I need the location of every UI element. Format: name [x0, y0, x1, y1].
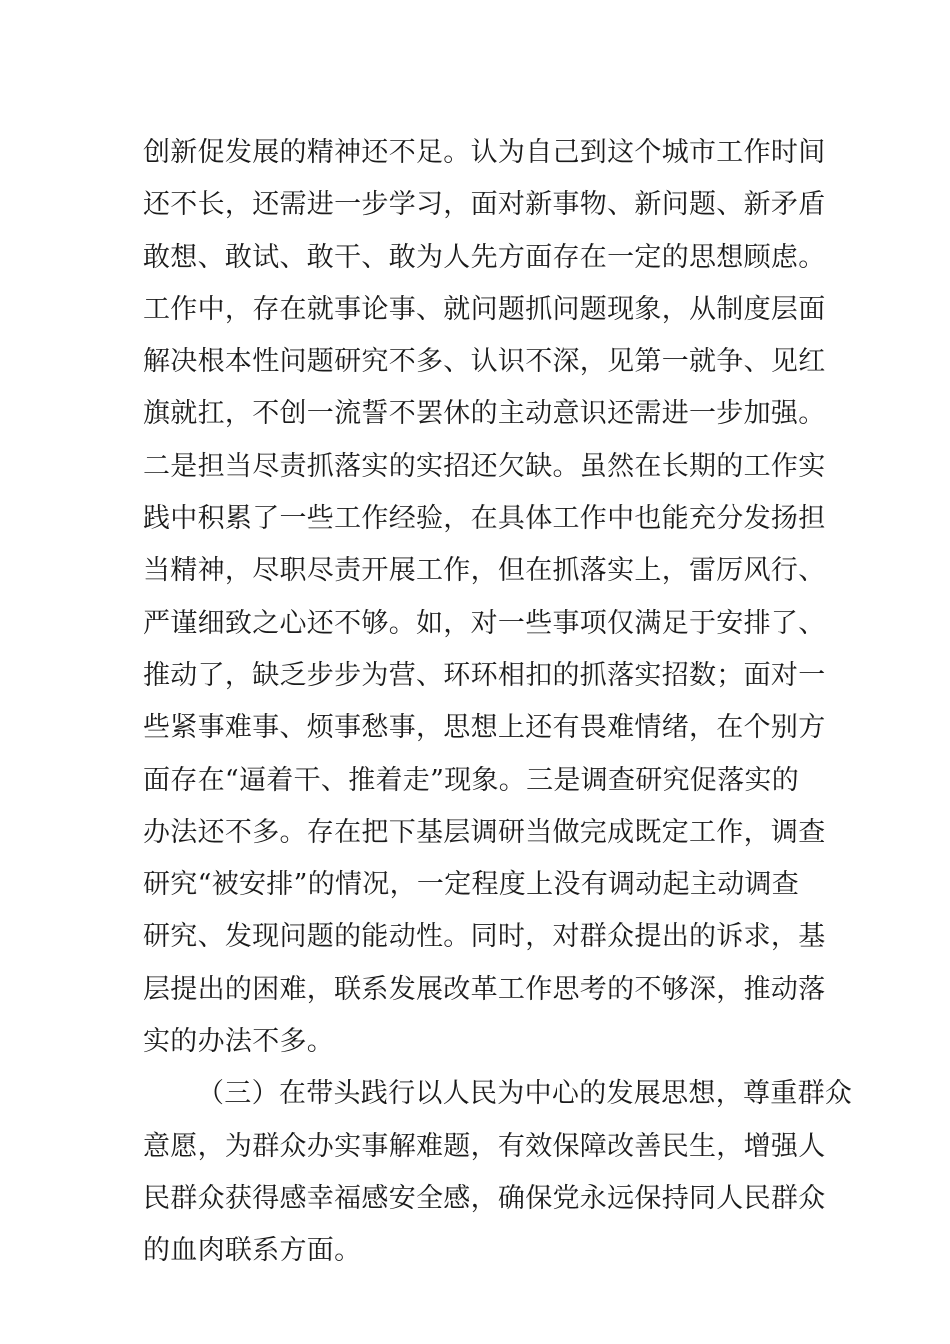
text-line: 的血肉联系方面。 [143, 1235, 362, 1267]
text-line: 解决根本性问题研究不多、认识不深，见第一就争、见红 [143, 346, 826, 378]
text-line: 面存在“逼着干、推着走”现象。三是调查研究促落实的 [143, 764, 800, 796]
text-line: 当精神，尽职尽责开展工作，但在抓落实上，雷厉风行、 [143, 555, 826, 587]
text-line: 还不长，还需进一步学习，面对新事物、新问题、新矛盾 [143, 189, 826, 221]
text-line: 意愿，为群众办实事解难题，有效保障改善民生，增强人 [143, 1130, 826, 1162]
text-line: 工作中，存在就事论事、就问题抓问题现象，从制度层面 [143, 293, 826, 325]
text-line: 实的办法不多。 [143, 1026, 335, 1058]
text-line: 推动了，缺乏步步为营、环环相扣的抓落实招数；面对一 [143, 659, 826, 691]
text-line: 民群众获得感幸福感安全感，确保党永远保持同人民群众 [143, 1182, 826, 1214]
text-line: 敢想、敢试、敢干、敢为人先方面存在一定的思想顾虑。 [143, 241, 826, 273]
text-line: 二是担当尽责抓落实的实招还欠缺。虽然在长期的工作实 [143, 450, 826, 482]
text-line: 创新促发展的精神还不足。认为自己到这个城市工作时间 [143, 137, 826, 168]
text-line: 办法还不多。存在把下基层调研当做完成既定工作，调查 [143, 816, 826, 848]
text-line: 些紧事难事、烦事愁事，思想上还有畏难情绪，在个别方 [143, 712, 826, 744]
text-line: 旗就扛，不创一流誓不罢休的主动意识还需进一步加强。 [143, 398, 826, 430]
text-line: 严谨细致之心还不够。如，对一些事项仅满足于安排了、 [143, 607, 826, 639]
text-line: 践中积累了一些工作经验，在具体工作中也能充分发扬担 [143, 503, 826, 535]
body-text [143, 127, 853, 1278]
text-line: 研究“被安排”的情况，一定程度上没有调动起主动调查 [143, 869, 800, 901]
text-line: 研究、发现问题的能动性。同时，对群众提出的诉求，基 [143, 921, 826, 953]
section-heading-line: （三）在带头践行以人民为中心的发展思想，尊重群众 [197, 1078, 853, 1110]
text-line: 层提出的困难，联系发展改革工作思考的不够深，推动落 [143, 973, 826, 1005]
